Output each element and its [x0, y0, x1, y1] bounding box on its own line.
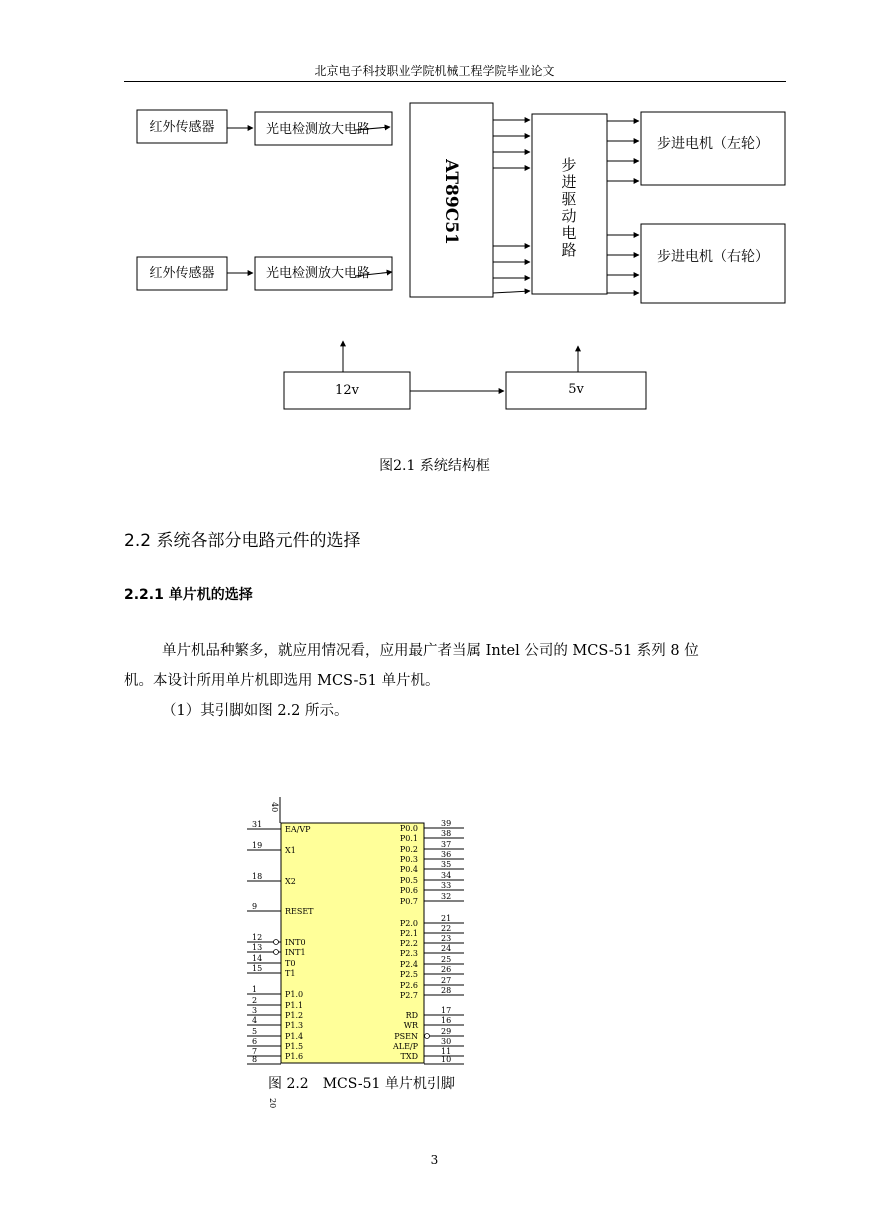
pin-number: 8	[252, 1055, 258, 1064]
right-pin-group	[392, 819, 464, 1064]
gnd-pin-number: 20	[268, 1098, 277, 1109]
pin-number: 5	[252, 1027, 258, 1036]
driver-char: 驱	[561, 190, 577, 208]
pin-label: P0.5	[399, 876, 418, 885]
pin-label: P2.6	[399, 981, 418, 990]
pin-number: 39	[441, 819, 452, 828]
pin-label: P1.4	[285, 1032, 304, 1041]
pin-label: RD	[405, 1011, 418, 1020]
body-paragraph-line: 机。本设计所用单片机即选用 MCS-51 单片机。	[124, 673, 440, 689]
pin-number: 38	[441, 829, 452, 838]
pin-number: 16	[441, 1016, 452, 1025]
pin-number: 22	[441, 924, 452, 933]
pin-label: P2.1	[399, 929, 418, 938]
pin-number: 2	[252, 996, 258, 1005]
pin-number: 35	[441, 860, 452, 869]
pin-number: 21	[441, 914, 452, 923]
pin-label: T1	[285, 969, 296, 978]
pin-label: P2.3	[399, 949, 418, 958]
pin-number: 24	[441, 944, 452, 953]
driver-char: 路	[561, 241, 577, 259]
supply-12v-label: 12v	[335, 383, 359, 398]
pin-label: P0.2	[399, 845, 418, 854]
pin-number: 31	[252, 820, 263, 829]
sensor-right-label: 红外传感器	[149, 266, 215, 281]
pin-number: 36	[441, 850, 452, 859]
active-low-bubble	[425, 1034, 430, 1039]
amp-top-label: 光电检测放大电路	[265, 122, 371, 137]
pin-label: P0.4	[399, 865, 418, 874]
pin-number: 15	[252, 964, 263, 973]
pin-number: 6	[252, 1037, 258, 1046]
pin-number: 33	[441, 881, 452, 890]
pin-label: INT0	[285, 938, 306, 947]
pin-label: X1	[285, 846, 296, 855]
driver-char: 电	[561, 224, 577, 242]
pin-number: 14	[252, 954, 263, 963]
pin-label: P1.6	[285, 1052, 304, 1061]
pin-number: 7	[252, 1047, 258, 1056]
pin-label: TXD	[400, 1052, 418, 1061]
pin-number: 26	[441, 965, 452, 974]
pin-number: 30	[441, 1037, 452, 1046]
pin-number: 3	[252, 1006, 258, 1015]
pin-number: 18	[252, 872, 263, 881]
pin-number: 19	[252, 841, 263, 850]
pin-number: 32	[441, 892, 452, 901]
pin-label: P0.3	[399, 855, 418, 864]
pin-number: 27	[441, 976, 452, 985]
sensor-left-label: 红外传感器	[149, 120, 215, 135]
pin-number: 11	[441, 1047, 452, 1056]
pin-number: 23	[441, 934, 452, 943]
page-number: 3	[430, 1153, 439, 1167]
active-low-bubble	[274, 940, 279, 945]
pin-label: P2.5	[399, 970, 418, 979]
pin-label: ALE/P	[392, 1042, 418, 1051]
pin-number: 34	[441, 871, 452, 880]
pin-label: P1.2	[285, 1011, 304, 1020]
pin-label: P0.0	[399, 824, 418, 833]
pin-label: P0.6	[399, 886, 418, 895]
figure-caption: 图2.1 系统结构框	[379, 458, 490, 474]
pin-label: P2.0	[399, 919, 418, 928]
pin-label: T0	[285, 959, 296, 968]
pin-label: INT1	[285, 948, 306, 957]
pin-number: 10	[441, 1055, 452, 1064]
mcu-label: AT89C51	[441, 159, 461, 245]
pin-label: P1.0	[285, 990, 304, 999]
driver-char: 步	[561, 156, 577, 174]
active-low-bubble	[274, 950, 279, 955]
body-paragraph-line: 单片机品种繁多，就应用情况看，应用最广者当属 Intel 公司的 MCS-51 系列 8 位	[162, 643, 699, 659]
vcc-pin-number: 40	[270, 802, 279, 813]
pin-number: 37	[441, 840, 452, 849]
pin-label: P2.7	[399, 991, 418, 1000]
figure-caption: 图 2.2 MCS-51 单片机引脚	[268, 1076, 455, 1092]
motor-right-label: 步进电机（右轮）	[657, 249, 769, 265]
pin-number: 4	[252, 1016, 258, 1025]
pin-label: P0.7	[399, 897, 418, 906]
driver-char: 动	[561, 207, 577, 225]
pin-label: X2	[285, 877, 296, 886]
subsection-heading: 2.2.1 单片机的选择	[124, 587, 253, 603]
motor-left-label: 步进电机（左轮）	[657, 136, 769, 152]
pin-label: RESET	[285, 907, 314, 916]
pin-label: P1.5	[285, 1042, 304, 1051]
pin-number: 12	[252, 933, 263, 942]
pin-label: P0.1	[399, 834, 418, 843]
pin-number: 9	[252, 902, 258, 911]
pin-number: 28	[441, 986, 452, 995]
pin-number: 25	[441, 955, 452, 964]
pin-label: P1.3	[285, 1021, 304, 1030]
pin-number: 1	[252, 985, 258, 994]
page-header: 北京电子科技职业学院机械工程学院毕业论文	[314, 64, 555, 78]
pin-label: WR	[403, 1021, 418, 1030]
pin-number: 29	[441, 1027, 452, 1036]
pin-number: 17	[441, 1006, 452, 1015]
section-heading: 2.2 系统各部分电路元件的选择	[124, 531, 361, 551]
body-paragraph-line: （1）其引脚如图 2.2 所示。	[162, 703, 349, 719]
supply-5v-label: 5v	[568, 382, 584, 397]
pin-label: EA/VP	[285, 825, 311, 834]
pin-label: PSEN	[394, 1032, 418, 1041]
amp-bottom-label: 光电检测放大电路	[265, 266, 371, 281]
driver-char: 进	[561, 173, 577, 191]
pin-label: P2.2	[399, 939, 418, 948]
pin-label: P1.1	[285, 1001, 304, 1010]
pin-number: 13	[252, 943, 263, 952]
pin-label: P2.4	[399, 960, 418, 969]
